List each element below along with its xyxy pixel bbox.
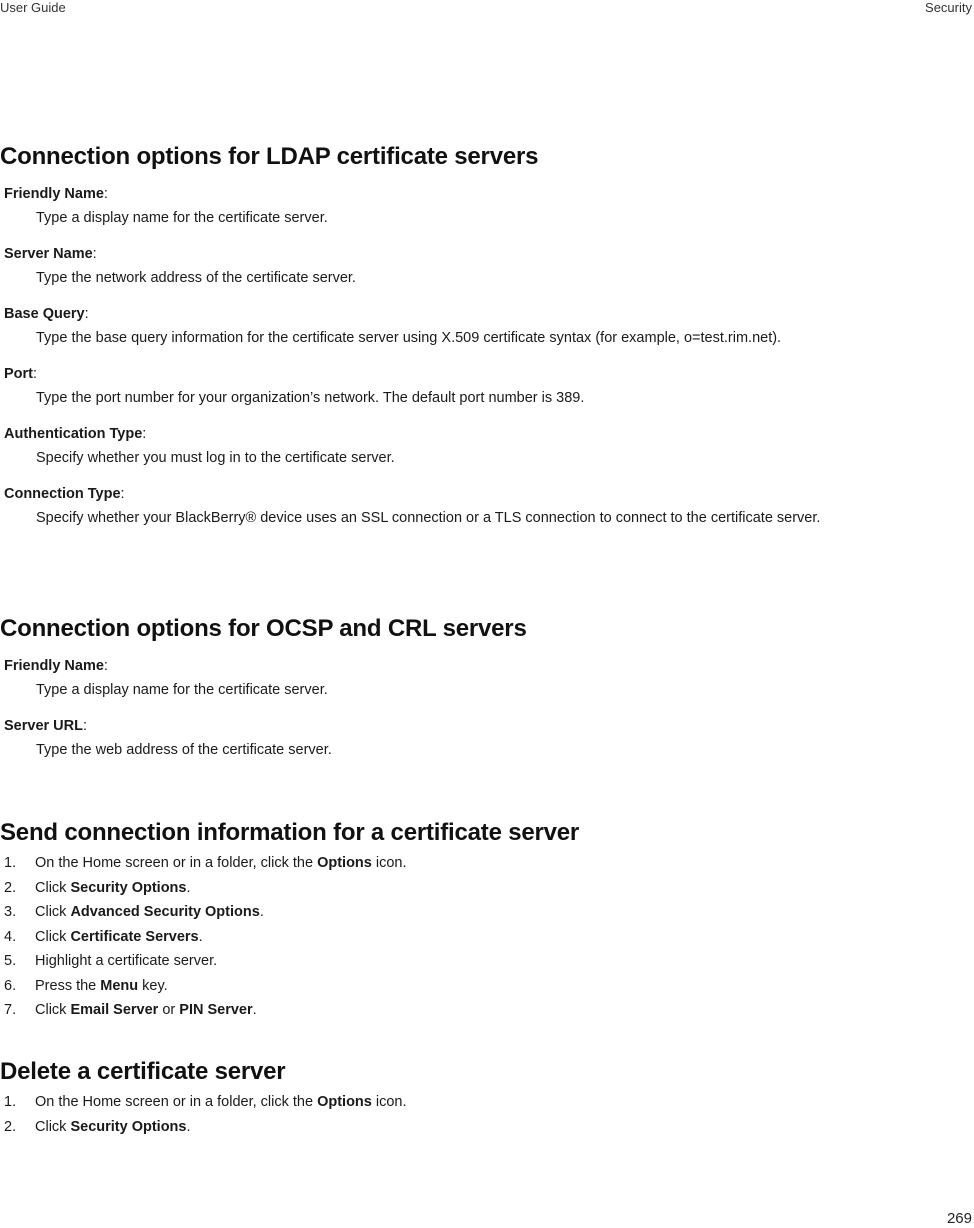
step-item: 1. On the Home screen or in a folder, click the Options icon. — [0, 1091, 974, 1116]
option-description: Type the network address of the certificate server. — [36, 270, 356, 286]
ldap-option-item: Authentication Type: Specify whether you must log in to the certificate server. — [0, 424, 974, 468]
option-term: Base Query — [4, 306, 85, 322]
option-term: Friendly Name — [4, 186, 104, 202]
header-chapter-title: Security — [925, 0, 972, 15]
ocsp-section — [0, 614, 974, 776]
ocsp-option-item: Friendly Name: Type a display name for the certificate server. — [0, 656, 974, 700]
ocsp-options-list — [0, 656, 974, 760]
ldap-heading: Connection options for LDAP certificate servers — [0, 143, 539, 170]
step-item: 5. Highlight a certificate server. — [0, 950, 974, 975]
delete-section — [0, 1057, 974, 1140]
step-item: 7. Click Email Server or PIN Server. — [0, 999, 974, 1024]
option-term: Port — [4, 366, 33, 382]
step-item: 3. Click Advanced Security Options. — [0, 901, 974, 926]
running-header — [0, 0, 974, 18]
option-description: Type the base query information for the certificate server using X.509 certificate syntax (for example, o=test.rim.net). — [36, 330, 782, 346]
step-item: 1. On the Home screen or in a folder, click the Options icon. — [0, 852, 974, 877]
option-term: Server URL — [4, 718, 83, 734]
step-number: 3. — [4, 904, 17, 920]
ocsp-heading: Connection options for OCSP and CRL servers — [0, 615, 527, 642]
step-number: 4. — [4, 928, 17, 945]
step-number: 5. — [4, 953, 17, 969]
step-item: 2. Click Security Options. — [0, 877, 974, 902]
step-item: 4. Click Certificate Servers. — [0, 926, 974, 951]
header-doc-title: User Guide — [0, 0, 66, 15]
step-number: 2. — [4, 1118, 17, 1135]
delete-heading: Delete a certificate server — [0, 1058, 286, 1085]
option-description: Type a display name for the certificate server. — [36, 682, 328, 698]
ldap-option-item: Server Name: Type the network address of the certificate server. — [0, 244, 974, 288]
ldap-option-item: Friendly Name: Type a display name for the certificate server. — [0, 184, 974, 228]
option-term: Server Name — [4, 246, 93, 262]
option-term: Friendly Name — [4, 658, 104, 674]
step-number: 1. — [4, 855, 17, 871]
step-number: 1. — [4, 1094, 17, 1110]
option-description: Type the port number for your organization’s network. The default port number is 389. — [36, 390, 585, 406]
option-term: Connection Type — [4, 486, 121, 502]
page-number: 269 — [946, 1210, 972, 1227]
ldap-option-item: Connection Type: Specify whether your BlackBerry® device uses an SSL connection or a TLS connection to connect to the certificate server. — [0, 484, 974, 528]
step-number: 6. — [4, 977, 17, 994]
step-number: 7. — [4, 1002, 17, 1018]
delete-steps-list — [0, 1091, 974, 1140]
ldap-options-list — [0, 184, 974, 528]
option-description: Specify whether you must log in to the certificate server. — [36, 450, 395, 466]
step-number: 2. — [4, 879, 17, 896]
ldap-section — [0, 142, 974, 544]
option-description: Type a display name for the certificate server. — [36, 210, 328, 226]
ldap-option-item: Base Query: Type the base query information for the certificate server using X.509 certificate syntax (for example, o=test.rim.net). — [0, 304, 974, 348]
step-item: 2. Click Security Options. — [0, 1116, 974, 1141]
send-section — [0, 818, 974, 1024]
step-item: 6. Press the Menu key. — [0, 975, 974, 1000]
option-description: Specify whether your BlackBerry® device uses an SSL connection or a TLS connection to connect to the certificate server. — [36, 510, 821, 526]
option-term: Authentication Type — [4, 426, 143, 442]
send-heading: Send connection information for a certificate server — [0, 819, 580, 846]
ocsp-option-item: Server URL: Type the web address of the certificate server. — [0, 716, 974, 760]
option-description: Type the web address of the certificate server. — [36, 742, 332, 758]
send-steps-list — [0, 852, 974, 1024]
ldap-option-item: Port: Type the port number for your organization’s network. The default port number is 389. — [0, 364, 974, 408]
